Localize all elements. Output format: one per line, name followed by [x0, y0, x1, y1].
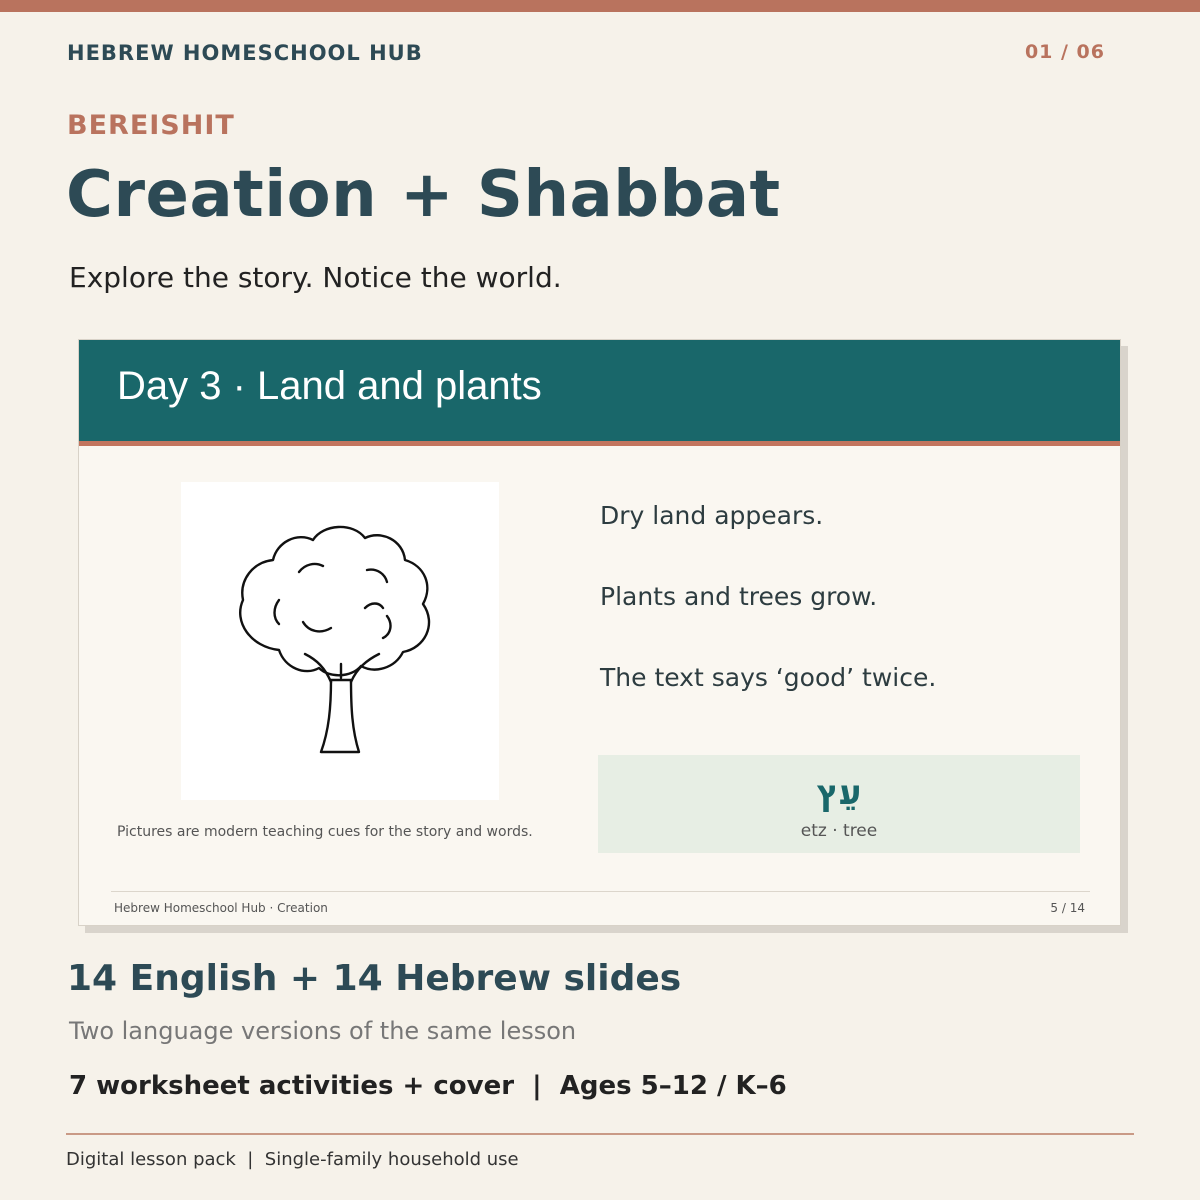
product-details: 7 worksheet activities + cover | Ages 5–12 / K–6 — [69, 1071, 787, 1101]
product-headline: 14 English + 14 Hebrew slides — [67, 958, 682, 999]
vocab-transliteration: etz · tree — [800, 821, 878, 841]
vocab-hebrew-word: עֵץ — [816, 773, 862, 813]
slide-preview — [78, 339, 1121, 926]
product-subline: Two language versions of the same lesson — [69, 1017, 577, 1045]
fact-text: The text says ‘good’ twice. — [600, 663, 937, 692]
tree-icon — [181, 482, 499, 800]
slide-page-number: 5 / 14 — [1050, 901, 1085, 915]
fact-text: Plants and trees grow. — [600, 582, 878, 611]
footer-divider — [66, 1133, 1134, 1135]
top-accent-bar — [0, 0, 1200, 12]
image-caption: Pictures are modern teaching cues for the story and words. — [117, 824, 533, 840]
fact-text: Dry land appears. — [600, 501, 824, 530]
slide-header — [79, 340, 1120, 446]
slide-title: Day 3 · Land and plants — [117, 364, 542, 408]
slide-divider — [111, 891, 1090, 892]
brand-name: HEBREW HOMESCHOOL HUB — [67, 41, 423, 65]
page-subtitle: Explore the story. Notice the world. — [69, 261, 562, 294]
section-kicker: BEREISHIT — [67, 110, 235, 141]
footer-text: Digital lesson pack | Single-family household use — [66, 1149, 519, 1170]
page-title: Creation + Shabbat — [66, 158, 781, 232]
page-counter: 01 / 06 — [1024, 41, 1105, 63]
vocab-card — [598, 755, 1080, 853]
slide-footer-label: Hebrew Homeschool Hub · Creation — [114, 901, 328, 915]
slide-image — [181, 482, 499, 800]
